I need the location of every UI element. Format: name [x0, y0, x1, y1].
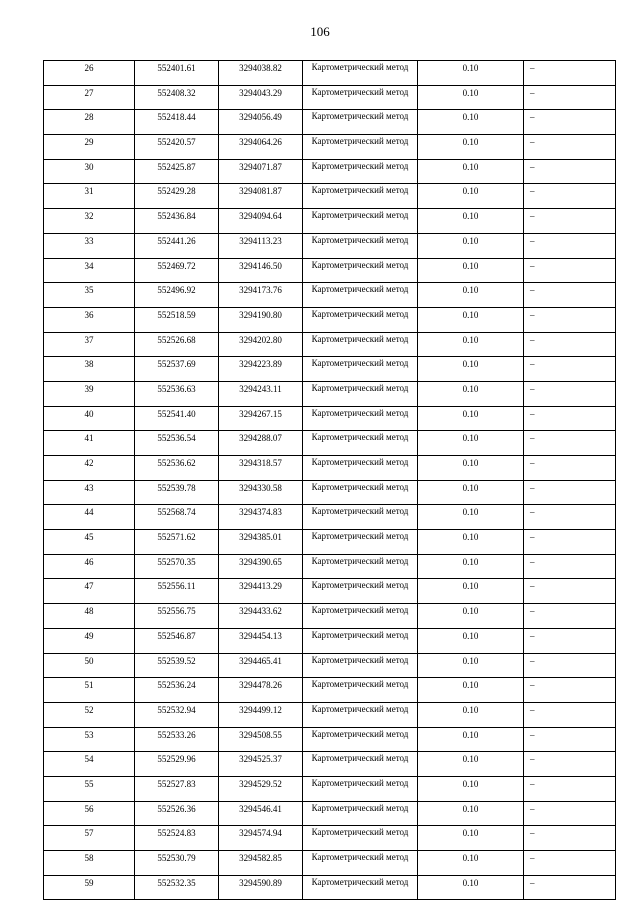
error-cell: 0.10	[418, 209, 524, 234]
method-cell: Картометрический метод	[303, 381, 418, 406]
description-cell: –	[524, 875, 616, 900]
description-cell: –	[524, 307, 616, 332]
point-number-cell: 51	[44, 678, 135, 703]
x-coordinate-cell: 552539.78	[135, 480, 219, 505]
y-coordinate-cell: 3294146.50	[219, 258, 303, 283]
table-row	[44, 776, 616, 801]
x-coordinate-cell: 552425.87	[135, 159, 219, 184]
y-coordinate-cell: 3294385.01	[219, 530, 303, 555]
y-coordinate-cell: 3294529.52	[219, 776, 303, 801]
table-row	[44, 801, 616, 826]
table-row	[44, 283, 616, 308]
x-coordinate-cell: 552536.62	[135, 456, 219, 481]
point-number-cell: 59	[44, 875, 135, 900]
point-number-cell: 39	[44, 381, 135, 406]
table-row	[44, 381, 616, 406]
error-cell: 0.10	[418, 604, 524, 629]
y-coordinate-cell: 3294081.87	[219, 184, 303, 209]
description-cell: –	[524, 505, 616, 530]
description-cell: –	[524, 604, 616, 629]
y-coordinate-cell: 3294223.89	[219, 357, 303, 382]
method-cell: Картометрический метод	[303, 233, 418, 258]
x-coordinate-cell: 552570.35	[135, 554, 219, 579]
point-number-cell: 54	[44, 752, 135, 777]
table-body	[44, 61, 616, 900]
table-row	[44, 332, 616, 357]
point-number-cell: 43	[44, 480, 135, 505]
point-number-cell: 55	[44, 776, 135, 801]
description-cell: –	[524, 554, 616, 579]
table-row	[44, 61, 616, 86]
point-number-cell: 44	[44, 505, 135, 530]
description-cell: –	[524, 851, 616, 876]
y-coordinate-cell: 3294330.58	[219, 480, 303, 505]
x-coordinate-cell: 552568.74	[135, 505, 219, 530]
point-number-cell: 26	[44, 61, 135, 86]
error-cell: 0.10	[418, 61, 524, 86]
error-cell: 0.10	[418, 456, 524, 481]
description-cell: –	[524, 209, 616, 234]
y-coordinate-cell: 3294113.23	[219, 233, 303, 258]
method-cell: Картометрический метод	[303, 628, 418, 653]
table-row	[44, 110, 616, 135]
y-coordinate-cell: 3294413.29	[219, 579, 303, 604]
table-row	[44, 579, 616, 604]
method-cell: Картометрический метод	[303, 332, 418, 357]
x-coordinate-cell: 552420.57	[135, 135, 219, 160]
x-coordinate-cell: 552401.61	[135, 61, 219, 86]
description-cell: –	[524, 776, 616, 801]
description-cell: –	[524, 826, 616, 851]
description-cell: –	[524, 159, 616, 184]
error-cell: 0.10	[418, 554, 524, 579]
point-number-cell: 53	[44, 727, 135, 752]
point-number-cell: 52	[44, 702, 135, 727]
method-cell: Картометрический метод	[303, 678, 418, 703]
point-number-cell: 41	[44, 431, 135, 456]
table-row	[44, 431, 616, 456]
table-row	[44, 456, 616, 481]
error-cell: 0.10	[418, 826, 524, 851]
table-row	[44, 233, 616, 258]
x-coordinate-cell: 552530.79	[135, 851, 219, 876]
table-row	[44, 258, 616, 283]
x-coordinate-cell: 552536.54	[135, 431, 219, 456]
x-coordinate-cell: 552527.83	[135, 776, 219, 801]
y-coordinate-cell: 3294288.07	[219, 431, 303, 456]
description-cell: –	[524, 184, 616, 209]
description-cell: –	[524, 258, 616, 283]
point-number-cell: 42	[44, 456, 135, 481]
x-coordinate-cell: 552556.75	[135, 604, 219, 629]
error-cell: 0.10	[418, 702, 524, 727]
x-coordinate-cell: 552546.87	[135, 628, 219, 653]
error-cell: 0.10	[418, 776, 524, 801]
y-coordinate-cell: 3294525.37	[219, 752, 303, 777]
point-number-cell: 30	[44, 159, 135, 184]
method-cell: Картометрический метод	[303, 406, 418, 431]
x-coordinate-cell: 552418.44	[135, 110, 219, 135]
method-cell: Картометрический метод	[303, 851, 418, 876]
x-coordinate-cell: 552496.92	[135, 283, 219, 308]
y-coordinate-cell: 3294190.80	[219, 307, 303, 332]
description-cell: –	[524, 727, 616, 752]
x-coordinate-cell: 552408.32	[135, 85, 219, 110]
y-coordinate-cell: 3294071.87	[219, 159, 303, 184]
method-cell: Картометрический метод	[303, 159, 418, 184]
method-cell: Картометрический метод	[303, 110, 418, 135]
point-number-cell: 29	[44, 135, 135, 160]
y-coordinate-cell: 3294043.29	[219, 85, 303, 110]
point-number-cell: 37	[44, 332, 135, 357]
error-cell: 0.10	[418, 283, 524, 308]
error-cell: 0.10	[418, 431, 524, 456]
method-cell: Картометрический метод	[303, 456, 418, 481]
x-coordinate-cell: 552533.26	[135, 727, 219, 752]
error-cell: 0.10	[418, 332, 524, 357]
method-cell: Картометрический метод	[303, 431, 418, 456]
error-cell: 0.10	[418, 406, 524, 431]
method-cell: Картометрический метод	[303, 283, 418, 308]
method-cell: Картометрический метод	[303, 209, 418, 234]
description-cell: –	[524, 332, 616, 357]
description-cell: –	[524, 678, 616, 703]
y-coordinate-cell: 3294374.83	[219, 505, 303, 530]
y-coordinate-cell: 3294064.26	[219, 135, 303, 160]
point-number-cell: 31	[44, 184, 135, 209]
table-row	[44, 604, 616, 629]
error-cell: 0.10	[418, 851, 524, 876]
table-row	[44, 135, 616, 160]
description-cell: –	[524, 702, 616, 727]
table-row	[44, 875, 616, 900]
x-coordinate-cell: 552518.59	[135, 307, 219, 332]
description-cell: –	[524, 357, 616, 382]
point-number-cell: 35	[44, 283, 135, 308]
table-row	[44, 159, 616, 184]
point-number-cell: 49	[44, 628, 135, 653]
point-number-cell: 56	[44, 801, 135, 826]
error-cell: 0.10	[418, 801, 524, 826]
error-cell: 0.10	[418, 159, 524, 184]
point-number-cell: 47	[44, 579, 135, 604]
y-coordinate-cell: 3294478.26	[219, 678, 303, 703]
method-cell: Картометрический метод	[303, 505, 418, 530]
method-cell: Картометрический метод	[303, 61, 418, 86]
description-cell: –	[524, 530, 616, 555]
description-cell: –	[524, 135, 616, 160]
table-row	[44, 702, 616, 727]
coordinates-table	[43, 60, 616, 900]
table-row	[44, 357, 616, 382]
method-cell: Картометрический метод	[303, 702, 418, 727]
method-cell: Картометрический метод	[303, 653, 418, 678]
table-row	[44, 184, 616, 209]
method-cell: Картометрический метод	[303, 480, 418, 505]
y-coordinate-cell: 3294173.76	[219, 283, 303, 308]
x-coordinate-cell: 552436.84	[135, 209, 219, 234]
x-coordinate-cell: 552536.63	[135, 381, 219, 406]
y-coordinate-cell: 3294202.80	[219, 332, 303, 357]
x-coordinate-cell: 552469.72	[135, 258, 219, 283]
x-coordinate-cell: 552556.11	[135, 579, 219, 604]
x-coordinate-cell: 552532.94	[135, 702, 219, 727]
error-cell: 0.10	[418, 110, 524, 135]
point-number-cell: 46	[44, 554, 135, 579]
method-cell: Картометрический метод	[303, 776, 418, 801]
error-cell: 0.10	[418, 875, 524, 900]
table-row	[44, 406, 616, 431]
table-row	[44, 554, 616, 579]
method-cell: Картометрический метод	[303, 258, 418, 283]
method-cell: Картометрический метод	[303, 85, 418, 110]
method-cell: Картометрический метод	[303, 604, 418, 629]
point-number-cell: 57	[44, 826, 135, 851]
y-coordinate-cell: 3294094.64	[219, 209, 303, 234]
y-coordinate-cell: 3294267.15	[219, 406, 303, 431]
y-coordinate-cell: 3294546.41	[219, 801, 303, 826]
x-coordinate-cell: 552532.35	[135, 875, 219, 900]
description-cell: –	[524, 456, 616, 481]
table-row	[44, 530, 616, 555]
table-row	[44, 653, 616, 678]
table-row	[44, 826, 616, 851]
y-coordinate-cell: 3294582.85	[219, 851, 303, 876]
table-row	[44, 307, 616, 332]
method-cell: Картометрический метод	[303, 554, 418, 579]
point-number-cell: 34	[44, 258, 135, 283]
point-number-cell: 40	[44, 406, 135, 431]
x-coordinate-cell: 552537.69	[135, 357, 219, 382]
x-coordinate-cell: 552571.62	[135, 530, 219, 555]
table-row	[44, 85, 616, 110]
method-cell: Картометрический метод	[303, 579, 418, 604]
point-number-cell: 58	[44, 851, 135, 876]
description-cell: –	[524, 283, 616, 308]
point-number-cell: 50	[44, 653, 135, 678]
error-cell: 0.10	[418, 530, 524, 555]
table-row	[44, 209, 616, 234]
description-cell: –	[524, 480, 616, 505]
table-row	[44, 851, 616, 876]
method-cell: Картометрический метод	[303, 727, 418, 752]
y-coordinate-cell: 3294056.49	[219, 110, 303, 135]
description-cell: –	[524, 431, 616, 456]
method-cell: Картометрический метод	[303, 826, 418, 851]
page-number: 106	[310, 24, 330, 39]
error-cell: 0.10	[418, 727, 524, 752]
y-coordinate-cell: 3294243.11	[219, 381, 303, 406]
error-cell: 0.10	[418, 678, 524, 703]
error-cell: 0.10	[418, 135, 524, 160]
y-coordinate-cell: 3294465.41	[219, 653, 303, 678]
method-cell: Картометрический метод	[303, 307, 418, 332]
table-row	[44, 480, 616, 505]
y-coordinate-cell: 3294454.13	[219, 628, 303, 653]
point-number-cell: 32	[44, 209, 135, 234]
table-row	[44, 752, 616, 777]
error-cell: 0.10	[418, 357, 524, 382]
x-coordinate-cell: 552524.83	[135, 826, 219, 851]
table-row	[44, 678, 616, 703]
error-cell: 0.10	[418, 628, 524, 653]
error-cell: 0.10	[418, 307, 524, 332]
y-coordinate-cell: 3294038.82	[219, 61, 303, 86]
y-coordinate-cell: 3294318.57	[219, 456, 303, 481]
method-cell: Картометрический метод	[303, 357, 418, 382]
point-number-cell: 48	[44, 604, 135, 629]
description-cell: –	[524, 628, 616, 653]
error-cell: 0.10	[418, 85, 524, 110]
method-cell: Картометрический метод	[303, 184, 418, 209]
x-coordinate-cell: 552526.68	[135, 332, 219, 357]
method-cell: Картометрический метод	[303, 135, 418, 160]
y-coordinate-cell: 3294590.89	[219, 875, 303, 900]
error-cell: 0.10	[418, 184, 524, 209]
x-coordinate-cell: 552529.96	[135, 752, 219, 777]
method-cell: Картометрический метод	[303, 801, 418, 826]
description-cell: –	[524, 110, 616, 135]
y-coordinate-cell: 3294574.94	[219, 826, 303, 851]
description-cell: –	[524, 579, 616, 604]
x-coordinate-cell: 552441.26	[135, 233, 219, 258]
x-coordinate-cell: 552536.24	[135, 678, 219, 703]
y-coordinate-cell: 3294390.65	[219, 554, 303, 579]
table-row	[44, 505, 616, 530]
description-cell: –	[524, 85, 616, 110]
x-coordinate-cell: 552526.36	[135, 801, 219, 826]
point-number-cell: 27	[44, 85, 135, 110]
table-row	[44, 727, 616, 752]
error-cell: 0.10	[418, 752, 524, 777]
y-coordinate-cell: 3294508.55	[219, 727, 303, 752]
point-number-cell: 36	[44, 307, 135, 332]
error-cell: 0.10	[418, 233, 524, 258]
point-number-cell: 33	[44, 233, 135, 258]
error-cell: 0.10	[418, 480, 524, 505]
point-number-cell: 28	[44, 110, 135, 135]
description-cell: –	[524, 406, 616, 431]
error-cell: 0.10	[418, 579, 524, 604]
error-cell: 0.10	[418, 381, 524, 406]
description-cell: –	[524, 653, 616, 678]
description-cell: –	[524, 801, 616, 826]
description-cell: –	[524, 381, 616, 406]
x-coordinate-cell: 552541.40	[135, 406, 219, 431]
error-cell: 0.10	[418, 653, 524, 678]
error-cell: 0.10	[418, 505, 524, 530]
description-cell: –	[524, 752, 616, 777]
point-number-cell: 45	[44, 530, 135, 555]
method-cell: Картометрический метод	[303, 752, 418, 777]
point-number-cell: 38	[44, 357, 135, 382]
description-cell: –	[524, 233, 616, 258]
y-coordinate-cell: 3294499.12	[219, 702, 303, 727]
x-coordinate-cell: 552539.52	[135, 653, 219, 678]
table-row	[44, 628, 616, 653]
method-cell: Картометрический метод	[303, 875, 418, 900]
method-cell: Картометрический метод	[303, 530, 418, 555]
y-coordinate-cell: 3294433.62	[219, 604, 303, 629]
description-cell: –	[524, 61, 616, 86]
x-coordinate-cell: 552429.28	[135, 184, 219, 209]
error-cell: 0.10	[418, 258, 524, 283]
